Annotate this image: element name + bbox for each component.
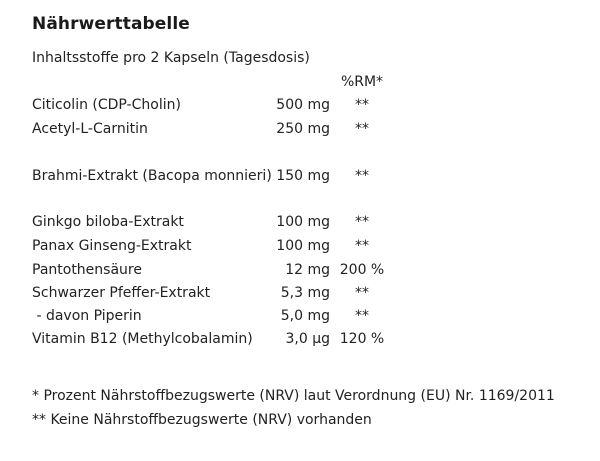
ingredient-rm: **	[355, 121, 369, 137]
table-row	[32, 168, 412, 188]
ingredient-rm: **	[355, 285, 369, 301]
table-row	[32, 262, 412, 282]
ingredient-rm: **	[355, 214, 369, 230]
ingredient-name: Pantothensäure	[32, 262, 142, 278]
ingredient-name: Panax Ginseng-Extrakt	[32, 238, 192, 254]
rm-column-header: %RM*	[340, 74, 384, 90]
ingredient-amount: 12 mg	[285, 262, 330, 278]
ingredient-name: Brahmi-Extrakt (Bacopa monnieri)	[32, 168, 272, 184]
ingredient-name: Acetyl-L-Carnitin	[32, 121, 148, 137]
ingredient-rm: 120 %	[339, 331, 385, 347]
ingredient-rm: 200 %	[339, 262, 385, 278]
ingredient-amount: 100 mg	[276, 214, 330, 230]
ingredient-name: Vitamin B12 (Methylcobalamin)	[32, 331, 253, 347]
ingredient-rm: **	[355, 97, 369, 113]
ingredient-amount: 150 mg	[276, 168, 330, 184]
ingredient-name: - davon Piperin	[32, 308, 142, 324]
ingredient-name: Citicolin (CDP-Cholin)	[32, 97, 181, 113]
footnote-no-nrv: ** Keine Nährstoffbezugswerte (NRV) vorhanden	[32, 412, 372, 428]
table-row	[32, 331, 412, 351]
table-row	[32, 97, 412, 117]
table-row	[32, 238, 412, 258]
table-row	[32, 285, 412, 305]
ingredient-amount: 5,0 mg	[280, 308, 330, 324]
ingredient-name: Schwarzer Pfeffer-Extrakt	[32, 285, 211, 301]
ingredient-amount: 5,3 mg	[280, 285, 330, 301]
table-subtitle: Inhaltsstoffe pro 2 Kapseln (Tagesdosis)	[32, 50, 310, 66]
ingredient-rm: **	[355, 238, 369, 254]
ingredient-amount: 500 mg	[276, 97, 330, 113]
ingredient-name: Ginkgo biloba-Extrakt	[32, 214, 184, 230]
table-row	[32, 308, 412, 328]
table-row	[32, 214, 412, 234]
page-title: Nährwerttabelle	[32, 14, 190, 34]
ingredient-amount: 3,0 µg	[285, 331, 330, 347]
table-row	[32, 121, 412, 141]
ingredient-amount: 100 mg	[276, 238, 330, 254]
ingredient-rm: **	[355, 308, 369, 324]
ingredient-amount: 250 mg	[276, 121, 330, 137]
ingredient-rm: **	[355, 168, 369, 184]
footnote-nrv: * Prozent Nährstoffbezugswerte (NRV) laut Verordnung (EU) Nr. 1169/2011	[32, 388, 555, 404]
